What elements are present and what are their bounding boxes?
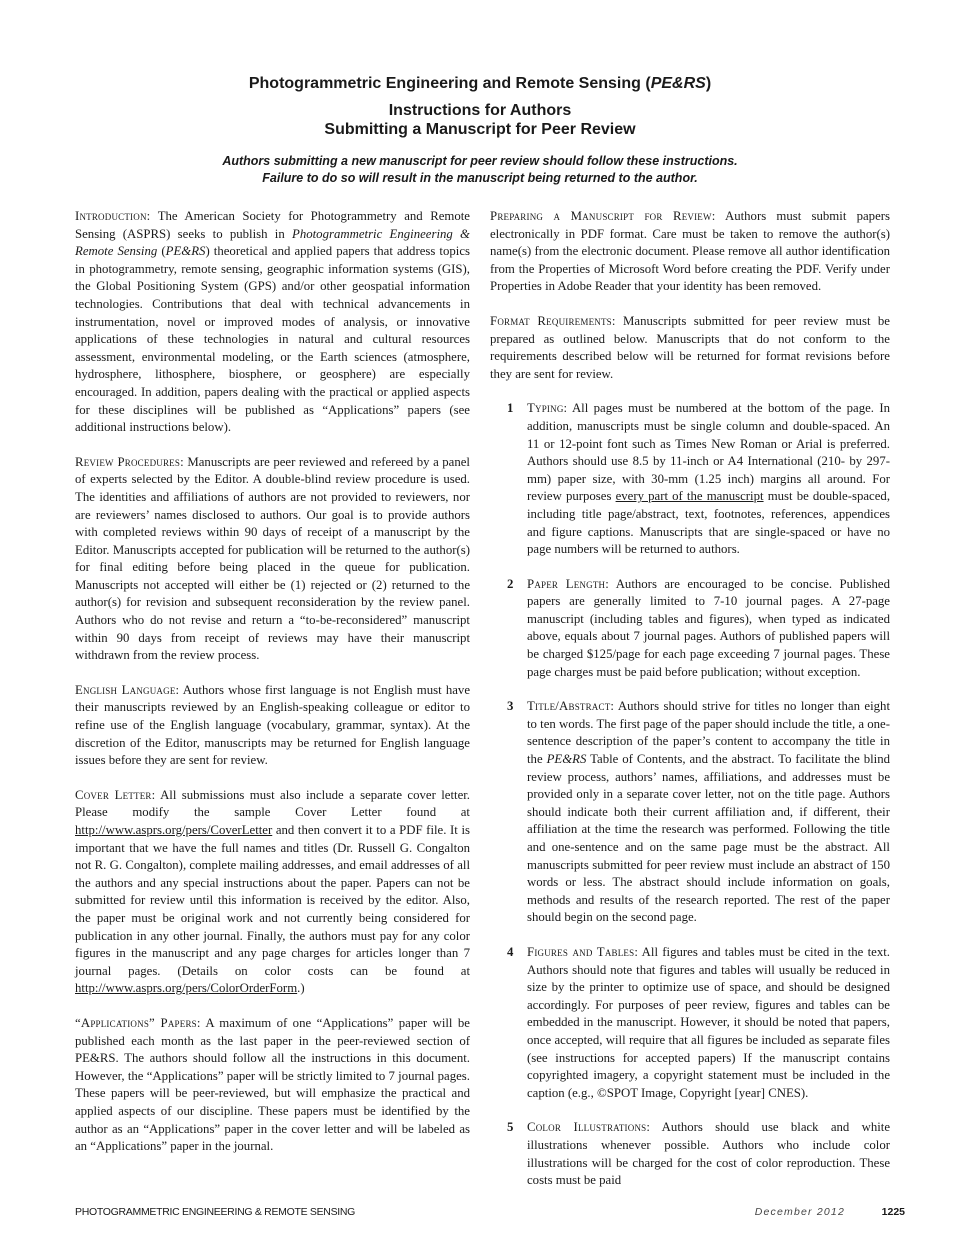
section-label: “Applications” Papers: [75, 1015, 201, 1030]
section-introduction [75, 208, 470, 437]
list-item-text: Authors should use black and white illustrations whenever possible. Authors who include color illustrations will be charged for the cost of color reproduction. These costs must be paid [527, 1120, 891, 1188]
section-text: ( [157, 244, 166, 259]
list-item-text: All figures and tables must be cited in the text. Authors should note that figures and tables will usually be reduced in size by the printer to optimize use of space, and should be designed accordingly. For purposes of peer review, figures and tables can be embedded in the manuscript. However, it should be noted that papers, once accepted, will require that all figures be included as separate files (see instructions for accepted papers) If the manuscript contains copyrighted imagery, a copyright statement must be included in the caption (e.g., ©SPOT Image, Copyright [year] CNES). [527, 944, 891, 1100]
section-text: and then convert it to a PDF file. It is important that we have the full names and titles (Dr. Russell G. Congalton not R. G. Congalton), complete mailing addresses, and email addresses of all the authors and any special instructions about the paper. Papers can not be submitted for review until this information is received by the editor. Also, the paper must be original work and not currently being considered for publication in any other journal. Finally, the authors must pay for any color figures in the manuscript and any page charges for articles longer than 7 journal pages. (Details on color costs can be found at [75, 823, 470, 978]
list-item-label: Title/Abstract: [527, 699, 615, 714]
instruction-note [0, 153, 960, 187]
section-text: ) theoretical and applied papers that address topics in photogrammetry, remote sensing, geographic information systems (GIS), the Global Positioning System (GPS) and/or other geospatial information technologies. Contributions that deal with technical advancements in instrumentation, novel or improved modes of analysis, or innovative applications of these technologies in natural and cultural resources assessment, environmental modeling, or the Earth sciences (atmosphere, hydrosphere, lithosphere, biosphere, or geosphere) are especially encouraged. In addition, papers dealing with the practical or applied aspects for these disciplines will be published as “Applications” papers (see additional instructions below). [75, 244, 470, 435]
section-label: Cover Letter: [75, 787, 156, 802]
section-english-language [75, 682, 470, 770]
footer-journal-name: PHOTOGRAMMETRIC ENGINEERING & REMOTE SENSING [75, 1206, 356, 1218]
list-item-typing [490, 400, 890, 558]
color-order-form-link[interactable]: http://www.asprs.org/pers/ColorOrderForm [75, 981, 298, 996]
list-item-label: Color Illustrations: [527, 1120, 651, 1135]
list-item-paper-length [490, 576, 890, 682]
section-text: All submissions must also include a separate cover letter. Please modify the sample Cover Letter found at [75, 787, 470, 820]
section-format-requirements [490, 313, 890, 383]
section-label: Introduction: [75, 209, 151, 223]
section-text: A maximum of one “Applications” paper will be published each month as the last paper in the peer-reviewed section of PE&RS. The authors should follow all the instructions in this document. However, the “Applications” paper will be strictly limited to 7 journal pages. These papers will be peer-reviewed, but will emphasize the practical and applied aspects of our discipline. These papers must be identified by the author as an “Applications” paper in the cover letter and will be labeled as an “Applications” paper in the journal. [75, 1015, 470, 1154]
list-item-number: 3 [507, 699, 514, 714]
section-label: Preparing a Manuscript for Review: [490, 209, 716, 223]
list-item-text: All pages must be numbered at the bottom of the page. In addition, manuscripts must be single column and double-spaced. An 11 or 12-point font such as Times New Roman or Arial is preferred. Authors should use 8.5 by 11-inch or A4 International (210- by 297-mm) paper size, with 30-mm (1.25 inch) margins all around. For review purposes [527, 401, 890, 504]
right-column [490, 208, 890, 1207]
list-item-number: 4 [507, 944, 514, 959]
section-label: Review Procedures: [75, 454, 184, 469]
journal-abbr: PE&RS [165, 244, 206, 259]
section-label: Format Requirements: [490, 313, 616, 328]
list-item-number: 2 [507, 576, 514, 591]
emphasized-text: every part of the manuscript [615, 489, 764, 504]
section-text: Manuscripts submitted for peer review must be prepared as outlined below. Manuscripts that do not conform to the requirements described below will be returned for format revisions before they are sent for review. [490, 313, 890, 381]
title-abbr: PE&RS [650, 75, 706, 92]
cover-letter-link[interactable]: http://www.asprs.org/pers/CoverLetter [75, 823, 273, 837]
section-text: Manuscripts are peer reviewed and refereed by a panel of experts selected by the Editor. A double-blind review procedure is used. The identities and affiliations of authors are not provided to reviewers, nor are reviewers’ names disclosed to authors. Our goal is to provide authors with completed reviews within 90 days of receipt of a manuscript by the Editor. Manuscripts accepted for publication will be returned to the author(s) for final editing before being placed in the queue for publication. Manuscripts not accepted will either be (1) rejected or (2) returned to the author(s) for revision and subsequent reconsideration by the review panel. Authors who do not revise and return a “to-be-reconsidered” manuscript within 90 days from receipt of reviews may have their manuscript withdrawn from the review process. [75, 454, 470, 663]
section-text: The American Society for Photogrammetry and Remote Sensing (ASPRS) seeks to publish in [75, 209, 470, 241]
section-cover-letter [75, 787, 470, 998]
list-item-text: Authors are encouraged to be concise. Published papers are generally limited to 7-10 journal pages. A 27-page manuscript (including tables and figures), when typed as indicated above, equals about 7 journal pages. Authors of published papers will be charged $125/page for each page exceeding 7 journal pages. These page charges must be paid before publication; without exception. [527, 576, 890, 679]
section-review-procedures [75, 454, 470, 665]
section-applications-papers [75, 1015, 470, 1156]
list-item-text: Table of Contents, and the abstract. To facilitate the blind review process, authors’ names, affiliations, and addresses must be provided only in a separate cover letter, not on the title page. Authors should indicate both their current affiliation and, if different, their affiliation at the time the research was performed. Following the title and one-sentence and on the same page must be the abstract. All manuscripts submitted for peer review must include an abstract of 150 words or less. The abstract should include information on goals, methods and results of the research reported. The rest of the paper should begin on the second page. [527, 752, 890, 925]
list-item-number: 1 [507, 401, 514, 416]
instruction-note-line1: Authors submitting a new manuscript for peer review should follow these instructions. [222, 154, 738, 168]
title-end: ) [705, 75, 712, 92]
list-item-label: Typing: [527, 401, 568, 416]
page-title [0, 74, 960, 94]
subtitle-submitting: Submitting a Manuscript for Peer Review [324, 121, 636, 138]
left-column [75, 208, 470, 1173]
list-item-figures-tables [490, 944, 890, 1102]
section-text: Authors whose first language is not English must have their manuscripts reviewed by an English-speaking colleague or editor to refine use of the English language (vocabulary, grammar, syntax). At the discretion of the Editor, manuscripts may be returned for English language issues before they are sent for review. [75, 682, 470, 768]
list-item-label: Paper Length: [527, 576, 609, 591]
journal-abbr: PE&RS [546, 752, 587, 767]
list-item-text: must be double-spaced, including title page/abstract, text, footnotes, references, appendices and figure captions. Manuscripts that are single-spaced or have no page numbers will be returned to authors. [527, 489, 891, 557]
footer-date: December 2012 [754, 1206, 845, 1218]
subtitle-instructions: Instructions for Authors [388, 102, 572, 119]
page-header [0, 74, 960, 187]
list-item-label: Figures and Tables: [527, 944, 639, 959]
list-item-color-illustrations [490, 1119, 890, 1189]
page-footer [75, 1206, 905, 1222]
page-number: 1225 [881, 1206, 905, 1218]
section-preparing-manuscript [490, 208, 890, 296]
title-text: Photogrammetric Engineering and Remote Sensing ( [248, 75, 651, 92]
section-text: Authors must submit papers electronically in PDF format. Care must be taken to remove the author(s) name(s) from the electronic document. Please remove all author identification from the Properties of Microsoft Word before creating the PDF. Verify under Properties in Adobe Reader that your identity has been removed. [490, 209, 890, 294]
instruction-note-line2: Failure to do so will result in the manuscript being returned to the author. [262, 171, 698, 185]
list-item-text: Authors should strive for titles no longer than eight to ten words. The first page of the paper should include the title, a one-sentence description of the paper’s content to accompany the title in the [527, 699, 890, 767]
section-label: English Language: [75, 682, 180, 697]
journal-name: Photogrammetric Engineering & Remote Sensing [75, 226, 471, 259]
section-text: .) [297, 981, 305, 996]
list-item-number: 5 [507, 1120, 514, 1135]
list-item-title-abstract [490, 698, 890, 927]
